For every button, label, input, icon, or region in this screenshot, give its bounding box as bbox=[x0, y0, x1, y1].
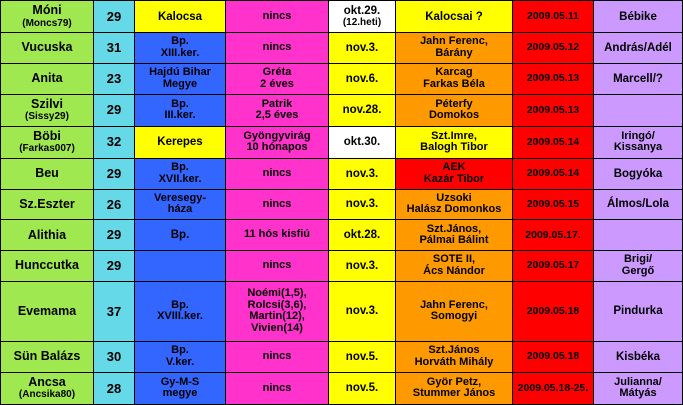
cell-children: nincs bbox=[226, 189, 329, 220]
cell-children: nincs bbox=[226, 33, 329, 64]
cell-name: Vucuska bbox=[1, 33, 94, 64]
cell-nickname: Brigi/ Gergő bbox=[594, 251, 683, 282]
cell-children: nincs bbox=[226, 1, 329, 33]
cell-date: nov.3. bbox=[329, 158, 396, 189]
cell-when: 2009.05.15 bbox=[513, 189, 594, 220]
cell-when: 2009.05.18-25. bbox=[513, 372, 594, 404]
cell-when: 2009.05.14 bbox=[513, 158, 594, 189]
cell-date: nov.6. bbox=[329, 63, 396, 94]
cell-children: Gyöngyvirág 10 hónapos bbox=[226, 126, 329, 158]
cell-age: 29 bbox=[94, 1, 135, 33]
cell-name: Alithia bbox=[1, 220, 94, 251]
cell-nickname bbox=[594, 94, 683, 126]
cell-name-handle: (Sissy29) bbox=[25, 111, 69, 123]
cell-name-handle: (Farkas007) bbox=[19, 143, 75, 155]
cell-place: Veresegy- háza bbox=[135, 189, 226, 220]
cell-when: 2009.05.17 bbox=[513, 251, 594, 282]
cell-doctor: Györ Petz, Stummer János bbox=[396, 372, 513, 404]
cell-place: Kalocsa bbox=[135, 1, 226, 33]
cell-nickname: Marcell/? bbox=[594, 63, 683, 94]
cell-age: 29 bbox=[94, 220, 135, 251]
table-row bbox=[1, 189, 683, 220]
cell-doctor: Péterfy Domokos bbox=[396, 94, 513, 126]
cell-nickname: Álmos/Lola bbox=[594, 189, 683, 220]
cell-doctor: Jahn Ferenc, Somogyi bbox=[396, 281, 513, 341]
cell-date: nov.5. bbox=[329, 342, 396, 373]
cell-age: 23 bbox=[94, 63, 135, 94]
cell-name: Móni (Moncs79) bbox=[1, 1, 94, 33]
cell-nickname: Kisbéka bbox=[594, 342, 683, 373]
table-row bbox=[1, 342, 683, 373]
cell-doctor: Szt.János Horváth Mihály bbox=[396, 342, 513, 373]
cell-place bbox=[135, 251, 226, 282]
cell-age: 29 bbox=[94, 251, 135, 282]
table-row bbox=[1, 94, 683, 126]
table-body bbox=[1, 1, 683, 405]
cell-date: nov.3. bbox=[329, 189, 396, 220]
cell-date: nov.3. bbox=[329, 33, 396, 64]
cell-name: Evemama bbox=[1, 281, 94, 341]
cell-date: okt.28. bbox=[329, 220, 396, 251]
cell-children: nincs bbox=[226, 342, 329, 373]
cell-place: Bp. XIII.ker. bbox=[135, 33, 226, 64]
cell-when: 2009.05.13 bbox=[513, 94, 594, 126]
cell-date: okt.30. bbox=[329, 126, 396, 158]
cell-nickname: András/Adél bbox=[594, 33, 683, 64]
cell-doctor: Kalocsai ? bbox=[396, 1, 513, 33]
cell-children: 11 hós kisfiú bbox=[226, 220, 329, 251]
cell-nickname: Pindurka bbox=[594, 281, 683, 341]
cell-children: Patrik 2,5 éves bbox=[226, 94, 329, 126]
cell-date: nov.3. bbox=[329, 281, 396, 341]
cell-when: 2009.05.11 bbox=[513, 1, 594, 33]
cell-place: Hajdú Bihar Megye bbox=[135, 63, 226, 94]
cell-doctor: Karcag Farkas Béla bbox=[396, 63, 513, 94]
cell-name-handle: (Ancsika80) bbox=[18, 389, 76, 401]
cell-children: nincs bbox=[226, 372, 329, 404]
cell-when: 2009.05.18 bbox=[513, 281, 594, 341]
cell-when: 2009.05.12 bbox=[513, 33, 594, 64]
cell-name: Sz.Eszter bbox=[1, 189, 94, 220]
cell-children: nincs bbox=[226, 158, 329, 189]
cell-date: okt.29. (12.heti) bbox=[329, 1, 396, 33]
cell-age: 28 bbox=[94, 372, 135, 404]
cell-place: Bp. bbox=[135, 220, 226, 251]
cell-nickname: Julianna/ Mátyás bbox=[594, 372, 683, 404]
cell-when: 2009.05.17. bbox=[513, 220, 594, 251]
cell-when: 2009.05.13 bbox=[513, 63, 594, 94]
cell-doctor: Uzsoki Halász Domonkos bbox=[396, 189, 513, 220]
cell-doctor: AEK Kazár Tibor bbox=[396, 158, 513, 189]
cell-name: Szilvi (Sissy29) bbox=[1, 94, 94, 126]
cell-date: nov.3. bbox=[329, 251, 396, 282]
cell-children: Noémi(1,5), Rolcsi(3,6), Martin(12), Vivien(14) bbox=[226, 281, 329, 341]
cell-nickname: Bébike bbox=[594, 1, 683, 33]
cell-when: 2009.05.14 bbox=[513, 126, 594, 158]
cell-name: Hunccutka bbox=[1, 251, 94, 282]
cell-age: 30 bbox=[94, 342, 135, 373]
cell-nickname bbox=[594, 220, 683, 251]
cell-doctor: SOTE II, Ács Nándor bbox=[396, 251, 513, 282]
table-row bbox=[1, 220, 683, 251]
table-row bbox=[1, 372, 683, 404]
table-row bbox=[1, 33, 683, 64]
cell-date: nov.28. bbox=[329, 94, 396, 126]
cell-name: Beu bbox=[1, 158, 94, 189]
table-row bbox=[1, 281, 683, 341]
cell-children: Gréta 2 éves bbox=[226, 63, 329, 94]
cell-date: nov.5. bbox=[329, 372, 396, 404]
cell-place: Bp. XVIII.ker. bbox=[135, 281, 226, 341]
cell-age: 37 bbox=[94, 281, 135, 341]
cell-name: Sün Balázs bbox=[1, 342, 94, 373]
cell-nickname: Bogyóka bbox=[594, 158, 683, 189]
cell-place: Kerepes bbox=[135, 126, 226, 158]
cell-when: 2009.05.18 bbox=[513, 342, 594, 373]
cell-place: Gy-M-S megye bbox=[135, 372, 226, 404]
cell-name: Anita bbox=[1, 63, 94, 94]
cell-place: Bp. III.ker. bbox=[135, 94, 226, 126]
cell-place: Bp. V.ker. bbox=[135, 342, 226, 373]
cell-name: Böbi (Farkas007) bbox=[1, 126, 94, 158]
cell-nickname: Iringó/ Kissanya bbox=[594, 126, 683, 158]
table-row bbox=[1, 1, 683, 33]
table-row bbox=[1, 63, 683, 94]
cell-age: 29 bbox=[94, 158, 135, 189]
cell-age: 31 bbox=[94, 33, 135, 64]
cell-age: 29 bbox=[94, 94, 135, 126]
cell-doctor: Szt.János, Pálmai Bálint bbox=[396, 220, 513, 251]
table-row bbox=[1, 251, 683, 282]
cell-place: Bp. XVII.ker. bbox=[135, 158, 226, 189]
cell-age: 32 bbox=[94, 126, 135, 158]
cell-age: 26 bbox=[94, 189, 135, 220]
cell-name: Ancsa (Ancsika80) bbox=[1, 372, 94, 404]
cell-doctor: Jahn Ferenc, Bárány bbox=[396, 33, 513, 64]
cell-date-week: (12.heti) bbox=[342, 17, 382, 29]
table-row bbox=[1, 158, 683, 189]
table-row bbox=[1, 126, 683, 158]
cell-doctor: Szt.Imre, Balogh Tibor bbox=[396, 126, 513, 158]
cell-name-handle: (Moncs79) bbox=[22, 17, 72, 29]
cell-children: nincs bbox=[226, 251, 329, 282]
